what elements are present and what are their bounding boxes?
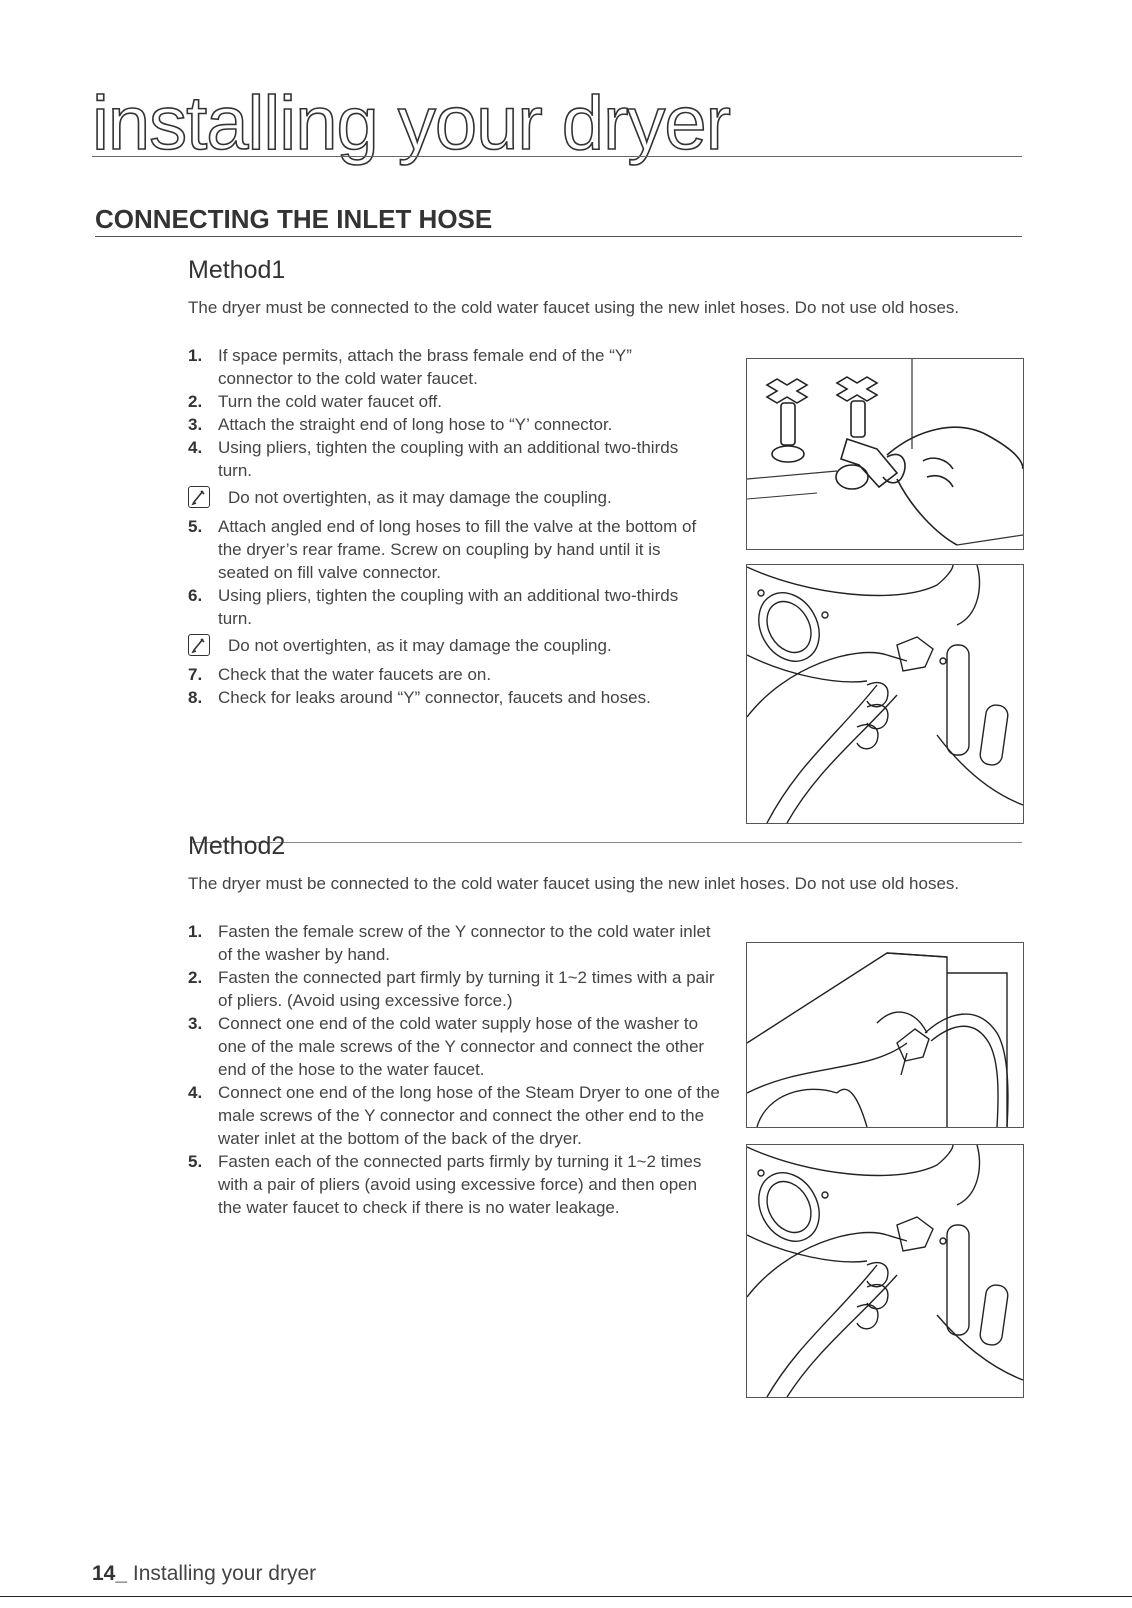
step-number: 2. — [188, 392, 203, 411]
list-item — [188, 515, 708, 584]
step-number: 4. — [188, 438, 203, 457]
page-title: installing your dryer — [92, 81, 730, 166]
step-text: Check for leaks around “Y” connector, faucets and hoses. — [218, 688, 651, 707]
step-text: Attach the straight end of long hose to “Y’ connector. — [218, 415, 613, 434]
step-number: 1. — [188, 922, 203, 941]
step-text: Connect one end of the long hose of the Steam Dryer to one of the male screws of the Y connector and connect the other end to the water inlet at the bottom of the back of the dryer. — [218, 1083, 720, 1148]
step-text: Fasten the female screw of the Y connector to the cold water inlet of the washer by hand. — [218, 922, 711, 964]
note-icon — [188, 486, 210, 508]
list-item — [188, 584, 708, 630]
section-divider — [190, 842, 1022, 843]
page-number: 14_ — [92, 1562, 128, 1585]
section-title: CONNECTING THE INLET HOSE — [95, 204, 493, 234]
note-text: Do not overtighten, as it may damage the coupling. — [228, 488, 612, 507]
note — [188, 634, 708, 657]
list-item — [188, 344, 708, 390]
method1-title: Method1 — [188, 256, 286, 284]
washer-connector-illustration — [746, 942, 1024, 1128]
step-text: Using pliers, tighten the coupling with an additional two-thirds turn. — [218, 586, 679, 628]
list-item — [188, 920, 722, 966]
step-number: 2. — [188, 968, 203, 987]
faucet-illustration — [746, 358, 1024, 550]
method2-steps — [188, 920, 722, 1219]
step-text: If space permits, attach the brass female end of the “Y” connector to the cold water faucet. — [218, 346, 632, 388]
method1-steps — [188, 344, 708, 709]
step-number: 4. — [188, 1083, 203, 1102]
title-rule — [92, 156, 1022, 157]
note-icon — [188, 634, 210, 656]
bottom-rule — [0, 1596, 1132, 1597]
step-number: 1. — [188, 346, 203, 365]
list-item — [188, 413, 708, 436]
list-item — [188, 1081, 722, 1150]
dryer-inlet-illustration-2 — [746, 1144, 1024, 1398]
method2-title: Method2 — [188, 832, 286, 860]
list-item — [188, 390, 708, 413]
section-rule — [95, 236, 1022, 237]
page-footer — [92, 1562, 316, 1586]
method2-intro: The dryer must be connected to the cold water faucet using the new inlet hoses. Do not use old hoses. — [188, 874, 960, 893]
note-text: Do not overtighten, as it may damage the coupling. — [228, 636, 612, 655]
step-number: 8. — [188, 688, 203, 707]
list-item — [188, 966, 722, 1012]
dryer-inlet-illustration — [746, 564, 1024, 824]
step-number: 5. — [188, 1152, 203, 1171]
method1-intro: The dryer must be connected to the cold water faucet using the new inlet hoses. Do not use old hoses. — [188, 298, 960, 317]
list-item — [188, 436, 708, 482]
step-text: Fasten each of the connected parts firmly by turning it 1~2 times with a pair of pliers (avoid using excessive force) and then open the water faucet to check if there is no water leakage. — [218, 1152, 702, 1217]
step-text: Using pliers, tighten the coupling with an additional two-thirds turn. — [218, 438, 679, 480]
footer-label: Installing your dryer — [127, 1562, 317, 1585]
list-item — [188, 663, 708, 686]
step-number: 7. — [188, 665, 203, 684]
step-text: Connect one end of the cold water supply hose of the washer to one of the male screws of the Y connector and connect the other end of the hose to the water faucet. — [218, 1014, 705, 1079]
note — [188, 486, 708, 509]
step-number: 3. — [188, 1014, 203, 1033]
step-text: Fasten the connected part firmly by turning it 1~2 times with a pair of pliers. (Avoid using excessive force.) — [218, 968, 715, 1010]
list-item — [188, 686, 708, 709]
step-number: 5. — [188, 517, 203, 536]
step-number: 3. — [188, 415, 203, 434]
step-text: Check that the water faucets are on. — [218, 665, 492, 684]
step-number: 6. — [188, 586, 203, 605]
list-item — [188, 1150, 722, 1219]
list-item — [188, 1012, 722, 1081]
step-text: Attach angled end of long hoses to fill the valve at the bottom of the dryer’s rear frame. Screw on coupling by hand until it is seated on fill valve connector. — [218, 517, 697, 582]
step-text: Turn the cold water faucet off. — [218, 392, 442, 411]
